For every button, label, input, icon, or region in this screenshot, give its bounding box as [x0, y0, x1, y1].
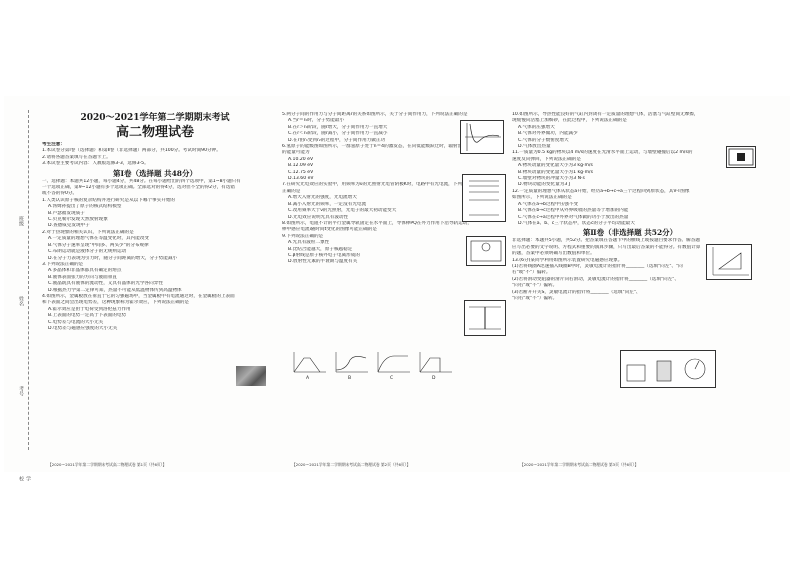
answer-option: D.根据热力学第二定律可知，热量不可能从低温物体传到高温物体: [48, 287, 182, 293]
answer-option: A.当r＝r₀时，分子势能最小: [288, 118, 345, 124]
binding-label: 考号: [18, 386, 24, 396]
exam-year-title: 2020～2021学年第二学期期末考试: [80, 113, 230, 123]
question-text: 10.如图所示，导热性能良好的气缸内封闭有一定质量的理想气体，活塞与气缸壁间无摩擦，: [512, 112, 699, 117]
question-text: 速度反向弹回，下列说法正确的是: [512, 156, 581, 162]
answer-option: C.β射线是原子核外电子电离形成的: [288, 252, 360, 258]
question-text: 或不答的得0分。: [42, 191, 78, 197]
answer-option: D.光电效应说明光具有波动性: [288, 214, 349, 220]
graph-label: D: [432, 376, 436, 381]
answer-option: D.电势差与磁感应强度的大小无关: [48, 325, 118, 331]
page-1-text: [42, 142, 268, 332]
current-time-graphs: [290, 350, 458, 381]
binding-label: 姓名: [18, 296, 24, 306]
question-text: 和下表面之间会出现电势差，这种现象称为霍尔效应，下列说法正确的是: [42, 300, 190, 306]
binding-line: [28, 110, 29, 450]
question-text: 如图所示，下列说法正确的是: [512, 195, 572, 201]
cylinder-figure: [726, 146, 756, 168]
exam-subject-title: 高二物理试卷: [115, 125, 194, 140]
question-text: (2)若将滑动变阻器的滑片向右滑动，灵敏电流计的指针将________（选填"向左"、: [512, 276, 679, 282]
page-3-footer: 【2020～2021学年第二学期期末考试高二物理试卷 第3页（共6页）】: [520, 462, 639, 467]
section-heading: 第Ⅱ卷（非选择题 共52分）: [582, 228, 678, 238]
answer-option: B.减小入射光的频率，一定没有光电流: [288, 201, 367, 207]
page-1-footer: 【2020～2021学年第二学期期末考试高二物理试卷 第1页（共6页）】: [48, 462, 167, 467]
answer-option: B.比结合能越大，原子核越稳定: [288, 246, 353, 252]
answer-option: C.气体在c→a过程中外界对气体做的功小于放出的热量: [518, 214, 629, 220]
graph-label: A: [306, 376, 310, 381]
answer-option: A.一定质量的理想气体在等温变化时，其内能改变: [48, 236, 149, 242]
binding-margin: [4, 96, 38, 481]
question-text: 6.氢原子的能级图如图所示，一群氢原子处于n＝4的激发态，在向低能级跃迁时，辐射出的光子: [282, 144, 476, 150]
answer-option: D.气体放出热量: [518, 144, 551, 150]
question-text: 考生注意：: [42, 142, 65, 147]
answer-option: C.墙壁对物块的冲量大小为3 N·s: [518, 176, 585, 182]
question-text: 9.下列说法正确的是: [282, 233, 324, 239]
answer-option: D.13.60 eV: [288, 176, 314, 182]
graph-d: [420, 352, 452, 372]
question-text: 2.对于热现象的相关认识，下列说法正确的是: [42, 229, 134, 235]
page-1: [42, 112, 268, 332]
question-text: 应写出必要的文字说明、方程式和重要的演算步骤，只写出最后答案的不能得分。有数值计算: [512, 244, 701, 250]
answer-option: B.上表面的电势一定高于下表面的电势: [48, 313, 127, 319]
rail-circuit-figure: [464, 300, 506, 336]
answer-option: C.改用频率大于ν的光照射，光电子的最大初动能变大: [288, 208, 397, 214]
answer-option: B.液体表面张力的方向与液面垂直: [48, 274, 117, 280]
answer-option: A.多晶体和非晶体都具有确定的熔点: [48, 268, 122, 274]
question-text: 13.(6分)某同学利用如图所示装置研究电磁感应现象。: [512, 257, 623, 263]
answer-option: C.在r＜r₀阶段，随r减小，分子间作用力一直减小: [288, 131, 388, 137]
hall-effect-figure: [236, 366, 266, 386]
answer-option: A.物块动量的变化量大小为3 kg·m/s: [518, 163, 593, 169]
answer-option: C.液晶既具有液体的流动性，又具有晶体的光学各向异性: [48, 281, 163, 287]
question-text: 的能量可能为: [282, 150, 310, 156]
answer-option: A.汤姆孙提出了原子的核式结构模型: [48, 204, 122, 210]
answer-option: A.10.20 eV: [288, 156, 314, 162]
question-text: "向右"或"不"）偏转。: [512, 295, 558, 301]
answer-option: A.气体在a→b过程中压强不变: [518, 201, 579, 207]
question-text: 11.一质量为0.5 kg的物块以4 m/s的速度在光滑水平面上运动，与墙壁碰撞后以2 m/s的: [512, 150, 693, 156]
binding-label: 班级: [18, 216, 24, 226]
answer-option: B.气体分子速率呈现"中间多、两头少"的分布规律: [48, 242, 149, 248]
answer-option: B.卢瑟福发现质子: [48, 210, 85, 216]
graph-b: [336, 352, 368, 372]
question-text: 一、选择题：本题共12小题，每小题4分，共48分。在每小题给出的四个选项中，第1~8小题只有: [42, 178, 241, 184]
question-text: 正确的是: [282, 188, 301, 194]
answer-option: B.物块动量的变化量大小为1 kg·m/s: [518, 169, 593, 175]
graph-a: [294, 352, 326, 372]
question-text: 5.两分子间的作用力与分子间距离r的关系如图所示，关于分子间作用力，下列说法正确的是: [282, 112, 468, 117]
answer-option: C.贝克勒尔发现天然放射现象: [48, 217, 108, 223]
answer-option: D.气体在a、b、c三个状态中，状态c的分子平均动能最大: [518, 220, 635, 226]
answer-option: D.在r由r₁变到r₂的过程中，分子间作用力做正功: [288, 137, 386, 143]
question-text: 右"或"不"）偏转。: [512, 270, 551, 276]
answer-option: C.电势差与电流的大小无关: [48, 319, 104, 325]
question-text: (1)若将线圈A迅速插入线圈B中时，灵敏电流计的指针将________（选填"向左"、"向: [512, 263, 683, 269]
molecular-force-graph: [460, 120, 504, 154]
question-text: "向右"或"不"）偏转。: [512, 283, 558, 289]
question-text: 12.一定质量的理想气体从状态a开始，经历a→b→c→a三个过程回到原状态，其V-T图像: [512, 188, 690, 194]
answer-option: A.气体的压强增大: [518, 124, 555, 130]
answer-option: D.查德威克发现中子: [48, 223, 90, 229]
induction-apparatus: [620, 350, 716, 388]
graph-label: C: [390, 376, 394, 381]
answer-option: D.物块动能的变化量为3 J: [518, 182, 571, 188]
question-text: 1.人类认识原子核的复杂结构并进行研究是从以下哪个事实开始的: [42, 197, 176, 203]
question-text: 一个选项正确，第9~12小题有多个选项正确。全部选对的得4分，选对但不全的得2分，有选错: [42, 185, 236, 191]
answer-option: C.布朗运动就是液体分子的无规则运动: [48, 249, 127, 255]
answer-option: B.在r＞r₀阶段，随r增大，分子间作用力一直增大: [288, 124, 388, 130]
answer-option: B.气体在b→c过程中从外界吸收的热量等于增加的内能: [518, 208, 629, 214]
question-text: 7.在研究光电效应的实验中，用频率为ν的光照射光电管阴极K时，电路中有光电流，下列说法: [282, 182, 472, 188]
graph-label: B: [348, 376, 352, 381]
question-text: 的题，答案中必须明确写出数值和单位。: [512, 251, 595, 257]
question-text: (3)若断开开关S，灵敏电流计的指针将________（选填"向左"、: [512, 289, 641, 295]
question-text: 2.请将各题答案填写在答题卡上。: [42, 154, 111, 160]
answer-option: B.气体对外界做功，内能减少: [518, 131, 578, 137]
answer-option: B.12.09 eV: [288, 163, 314, 169]
vt-graph: [706, 244, 752, 280]
photoelectric-circuit: [466, 236, 506, 266]
answer-option: D.在分子力表现为引力时，随分子间距离的增大，分子势能减小: [48, 255, 178, 261]
answer-option: D.放射性元素的半衰期与温度有关: [288, 259, 358, 265]
question-text: 现缓慢向活塞上加细砂，在此过程中，下列说法正确的是: [512, 118, 627, 124]
question-text: 棒中感应电流i随时间t变化的图像可能正确的是: [282, 227, 377, 233]
answer-option: C.12.75 eV: [288, 169, 314, 175]
question-text: 8.如图所示，电阻不计的平行金属导轨固定在水平面上，导体棒PQ在外力作用下沿导轨运动，: [282, 220, 472, 226]
section-heading: 第Ⅰ卷（选择题 共48分）: [112, 168, 198, 178]
answer-option: A.增大入射光的强度，光电流增大: [288, 195, 357, 201]
answer-option: C.气体的分子数密度增大: [518, 137, 569, 143]
question-text: 3.本试卷主要考试内容：人教版选修3-3，选修3-5。: [42, 161, 149, 167]
graph-c: [378, 352, 410, 372]
question-text: 1.本试卷分第Ⅰ卷（选择题）和第Ⅱ卷（非选择题）两部分，共100分。考试时间90分钟。: [42, 148, 221, 154]
question-text: 4.如图所示，金属板放在垂直于它的匀强磁场中，当金属板中有电流通过时，在金属板的上表面: [42, 293, 235, 299]
question-text: 3.下列说法正确的是: [42, 261, 84, 267]
binding-label: 学校: [18, 476, 31, 481]
energy-level-diagram: [462, 174, 506, 222]
question-text: 非选择题：本题共5小题，共52分。把答案填在答题卡中的横线上或按题目要求作答。解答题: [512, 238, 700, 244]
answer-option: A.光具有波粒二象性: [288, 240, 330, 246]
answer-option: A.霍尔效应是由于电荷受到洛伦兹力作用: [48, 306, 131, 312]
page-2-footer: 【2020～2021学年第二学期期末考试高二物理试卷 第2页（共6页）】: [292, 462, 411, 467]
